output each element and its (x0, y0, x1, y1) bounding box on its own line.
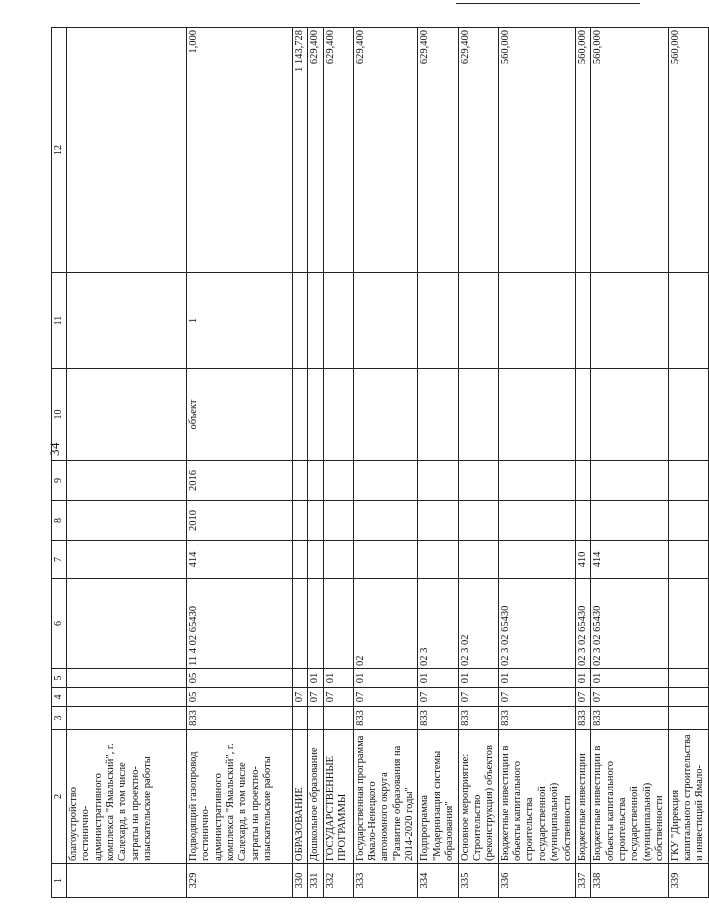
amount-cell: 629,400 (353, 28, 418, 273)
start-year-cell (66, 501, 186, 541)
unit-cell (323, 369, 353, 461)
code-cell: 833 (458, 707, 498, 730)
target-item-cell: 02 3 02 65430 (575, 579, 590, 669)
row-number-cell: 330 (292, 864, 307, 898)
amount-cell (66, 28, 186, 273)
capacity-cell (498, 273, 575, 369)
section-cell: 07 (498, 688, 575, 707)
start-year-cell (292, 501, 307, 541)
unit-cell (418, 369, 458, 461)
section-cell: 07 (353, 688, 418, 707)
header-cell: 9 (52, 461, 67, 501)
start-year-cell (323, 501, 353, 541)
code-cell: 833 (186, 707, 292, 730)
unit-cell (591, 369, 668, 461)
header-cell: 11 (52, 273, 67, 369)
end-year-cell (591, 461, 668, 501)
table-row (186, 28, 292, 898)
table-row (418, 28, 458, 898)
subsection-cell (66, 669, 186, 688)
header-cell: 5 (52, 669, 67, 688)
target-item-cell: 02 3 02 65430 (498, 579, 575, 669)
table-row (575, 28, 590, 898)
header-cell: 4 (52, 688, 67, 707)
row-number-cell: 338 (591, 864, 668, 898)
amount-cell: 629,400 (458, 28, 498, 273)
code-cell (66, 707, 186, 730)
row-name-cell: Дошкольное образование (308, 730, 323, 864)
expense-type-cell: 410 (575, 541, 590, 579)
table-row (292, 28, 307, 898)
target-item-cell: 02 3 02 (458, 579, 498, 669)
start-year-cell (591, 501, 668, 541)
section-cell: 07 (308, 688, 323, 707)
target-item-cell: 02 3 (418, 579, 458, 669)
table-row (498, 28, 575, 898)
target-item-cell (668, 579, 708, 669)
page-number: 34 (47, 442, 62, 456)
end-year-cell (292, 461, 307, 501)
row-name-cell: ГКУ "Дирекция капитального строительства и инвестиций Ямало- (668, 730, 708, 864)
capacity-cell: 1 (186, 273, 292, 369)
start-year-cell (353, 501, 418, 541)
section-cell: 07 (575, 688, 590, 707)
row-number-cell: 331 (308, 864, 323, 898)
row-number-cell: 333 (353, 864, 418, 898)
code-cell: 833 (591, 707, 668, 730)
code-cell (323, 707, 353, 730)
row-number-cell: 339 (668, 864, 708, 898)
row-name-cell: Основное мероприятие: Строительство (реконструкция) объектов (458, 730, 498, 864)
target-item-cell: 02 3 02 65430 (591, 579, 668, 669)
amount-cell: 629,400 (323, 28, 353, 273)
code-cell: 833 (498, 707, 575, 730)
header-cell: 8 (52, 501, 67, 541)
unit-cell (498, 369, 575, 461)
table-row (308, 28, 323, 898)
unit-cell (66, 369, 186, 461)
table-row (353, 28, 418, 898)
expense-type-cell (353, 541, 418, 579)
capacity-cell (66, 273, 186, 369)
expense-type-cell: 414 (591, 541, 668, 579)
capacity-cell (323, 273, 353, 369)
capacity-cell (591, 273, 668, 369)
amount-cell: 629,400 (308, 28, 323, 273)
row-number-cell (66, 864, 186, 898)
capacity-cell (418, 273, 458, 369)
capacity-cell (308, 273, 323, 369)
code-cell (292, 707, 307, 730)
table-row (458, 28, 498, 898)
unit-cell (353, 369, 418, 461)
header-cell: 12 (52, 28, 67, 273)
start-year-cell: 2010 (186, 501, 292, 541)
subsection-cell (668, 669, 708, 688)
start-year-cell (308, 501, 323, 541)
header-cell: 10 (52, 369, 67, 461)
unit-cell (458, 369, 498, 461)
code-cell: 833 (353, 707, 418, 730)
unit-cell (308, 369, 323, 461)
target-item-cell: 11 4 02 65430 (186, 579, 292, 669)
code-cell: 833 (418, 707, 458, 730)
header-row (52, 28, 67, 898)
header-cell: 6 (52, 579, 67, 669)
subsection-cell: 01 (323, 669, 353, 688)
end-year-cell: 2016 (186, 461, 292, 501)
start-year-cell (575, 501, 590, 541)
section-cell (66, 688, 186, 707)
section-cell: 07 (591, 688, 668, 707)
expense-type-cell (498, 541, 575, 579)
expense-type-cell (66, 541, 186, 579)
end-year-cell (668, 461, 708, 501)
row-name-cell: Бюджетные инвестиции (575, 730, 590, 864)
target-item-cell (66, 579, 186, 669)
header-cell: 7 (52, 541, 67, 579)
budget-table (51, 27, 709, 898)
start-year-cell (498, 501, 575, 541)
row-name-cell: Бюджетные инвестиции в объекты капитального строительства государственной (муниципальной) собственности (591, 730, 668, 864)
section-cell: 07 (418, 688, 458, 707)
section-cell: 07 (323, 688, 353, 707)
row-number-cell: 335 (458, 864, 498, 898)
row-name-cell: Бюджетные инвестиции в объекты капитального строительства государственной (муниципальной) собственности (498, 730, 575, 864)
target-item-cell (308, 579, 323, 669)
subsection-cell: 01 (308, 669, 323, 688)
target-item-cell (323, 579, 353, 669)
unit-cell: объект (186, 369, 292, 461)
end-year-cell (308, 461, 323, 501)
subsection-cell (292, 669, 307, 688)
end-year-cell (498, 461, 575, 501)
expense-type-cell (323, 541, 353, 579)
subsection-cell: 01 (458, 669, 498, 688)
end-year-cell (458, 461, 498, 501)
start-year-cell (668, 501, 708, 541)
code-cell: 833 (575, 707, 590, 730)
section-cell: 07 (292, 688, 307, 707)
code-cell (668, 707, 708, 730)
table-container (51, 28, 709, 898)
target-item-cell (292, 579, 307, 669)
unit-cell (668, 369, 708, 461)
expense-type-cell (418, 541, 458, 579)
start-year-cell (418, 501, 458, 541)
row-name-cell: Подводящий газопровод гостинично-административного комплекса "Ямальский", г. Салехард, в том числе затраты на проектно-изыскательские работы (186, 730, 292, 864)
amount-cell: 1 143,728 (292, 28, 307, 273)
unit-cell (292, 369, 307, 461)
table-row (66, 28, 186, 898)
amount-cell: 560,000 (668, 28, 708, 273)
section-cell (668, 688, 708, 707)
row-name-cell: благоустройство гостинично-административного комплекса "Ямальский", г. Салехард, в том числе затраты на проектно-изыскательские работы (66, 730, 186, 864)
row-number-cell: 336 (498, 864, 575, 898)
amount-cell: 560,000 (498, 28, 575, 273)
amount-cell: 560,000 (575, 28, 590, 273)
expense-type-cell (668, 541, 708, 579)
row-number-cell: 332 (323, 864, 353, 898)
capacity-cell (458, 273, 498, 369)
end-year-cell (418, 461, 458, 501)
code-cell (308, 707, 323, 730)
section-cell: 05 (186, 688, 292, 707)
row-name-cell: ОБРАЗОВАНИЕ (292, 730, 307, 864)
row-name-cell: Государственная программа Ямало-Ненецкого автономного округа "Развитие образования на 2014-2020 годы" (353, 730, 418, 864)
expense-type-cell: 414 (186, 541, 292, 579)
row-number-cell: 329 (186, 864, 292, 898)
table-row (591, 28, 668, 898)
header-cell: 3 (52, 707, 67, 730)
row-number-cell: 337 (575, 864, 590, 898)
start-year-cell (458, 501, 498, 541)
table-row (323, 28, 353, 898)
row-number-cell: 334 (418, 864, 458, 898)
header-cell: 2 (52, 730, 67, 864)
expense-type-cell (308, 541, 323, 579)
table-body (52, 28, 709, 898)
subsection-cell: 01 (575, 669, 590, 688)
expense-type-cell (292, 541, 307, 579)
end-year-cell (575, 461, 590, 501)
header-cell: 1 (52, 864, 67, 898)
amount-cell: 1,000 (186, 28, 292, 273)
row-name-cell: ГОСУДАРСТВЕННЫЕ ПРОГРАММЫ (323, 730, 353, 864)
subsection-cell: 01 (418, 669, 458, 688)
subsection-cell: 01 (591, 669, 668, 688)
capacity-cell (292, 273, 307, 369)
table-row (668, 28, 708, 898)
top-rule (456, 3, 640, 4)
end-year-cell (353, 461, 418, 501)
expense-type-cell (458, 541, 498, 579)
unit-cell (575, 369, 590, 461)
capacity-cell (575, 273, 590, 369)
subsection-cell: 01 (498, 669, 575, 688)
amount-cell: 560,000 (591, 28, 668, 273)
amount-cell: 629,400 (418, 28, 458, 273)
capacity-cell (668, 273, 708, 369)
section-cell: 07 (458, 688, 498, 707)
subsection-cell: 05 (186, 669, 292, 688)
capacity-cell (353, 273, 418, 369)
row-name-cell: Подпрограмма "Модернизация системы образования" (418, 730, 458, 864)
end-year-cell (66, 461, 186, 501)
target-item-cell: 02 (353, 579, 418, 669)
end-year-cell (323, 461, 353, 501)
subsection-cell: 01 (353, 669, 418, 688)
